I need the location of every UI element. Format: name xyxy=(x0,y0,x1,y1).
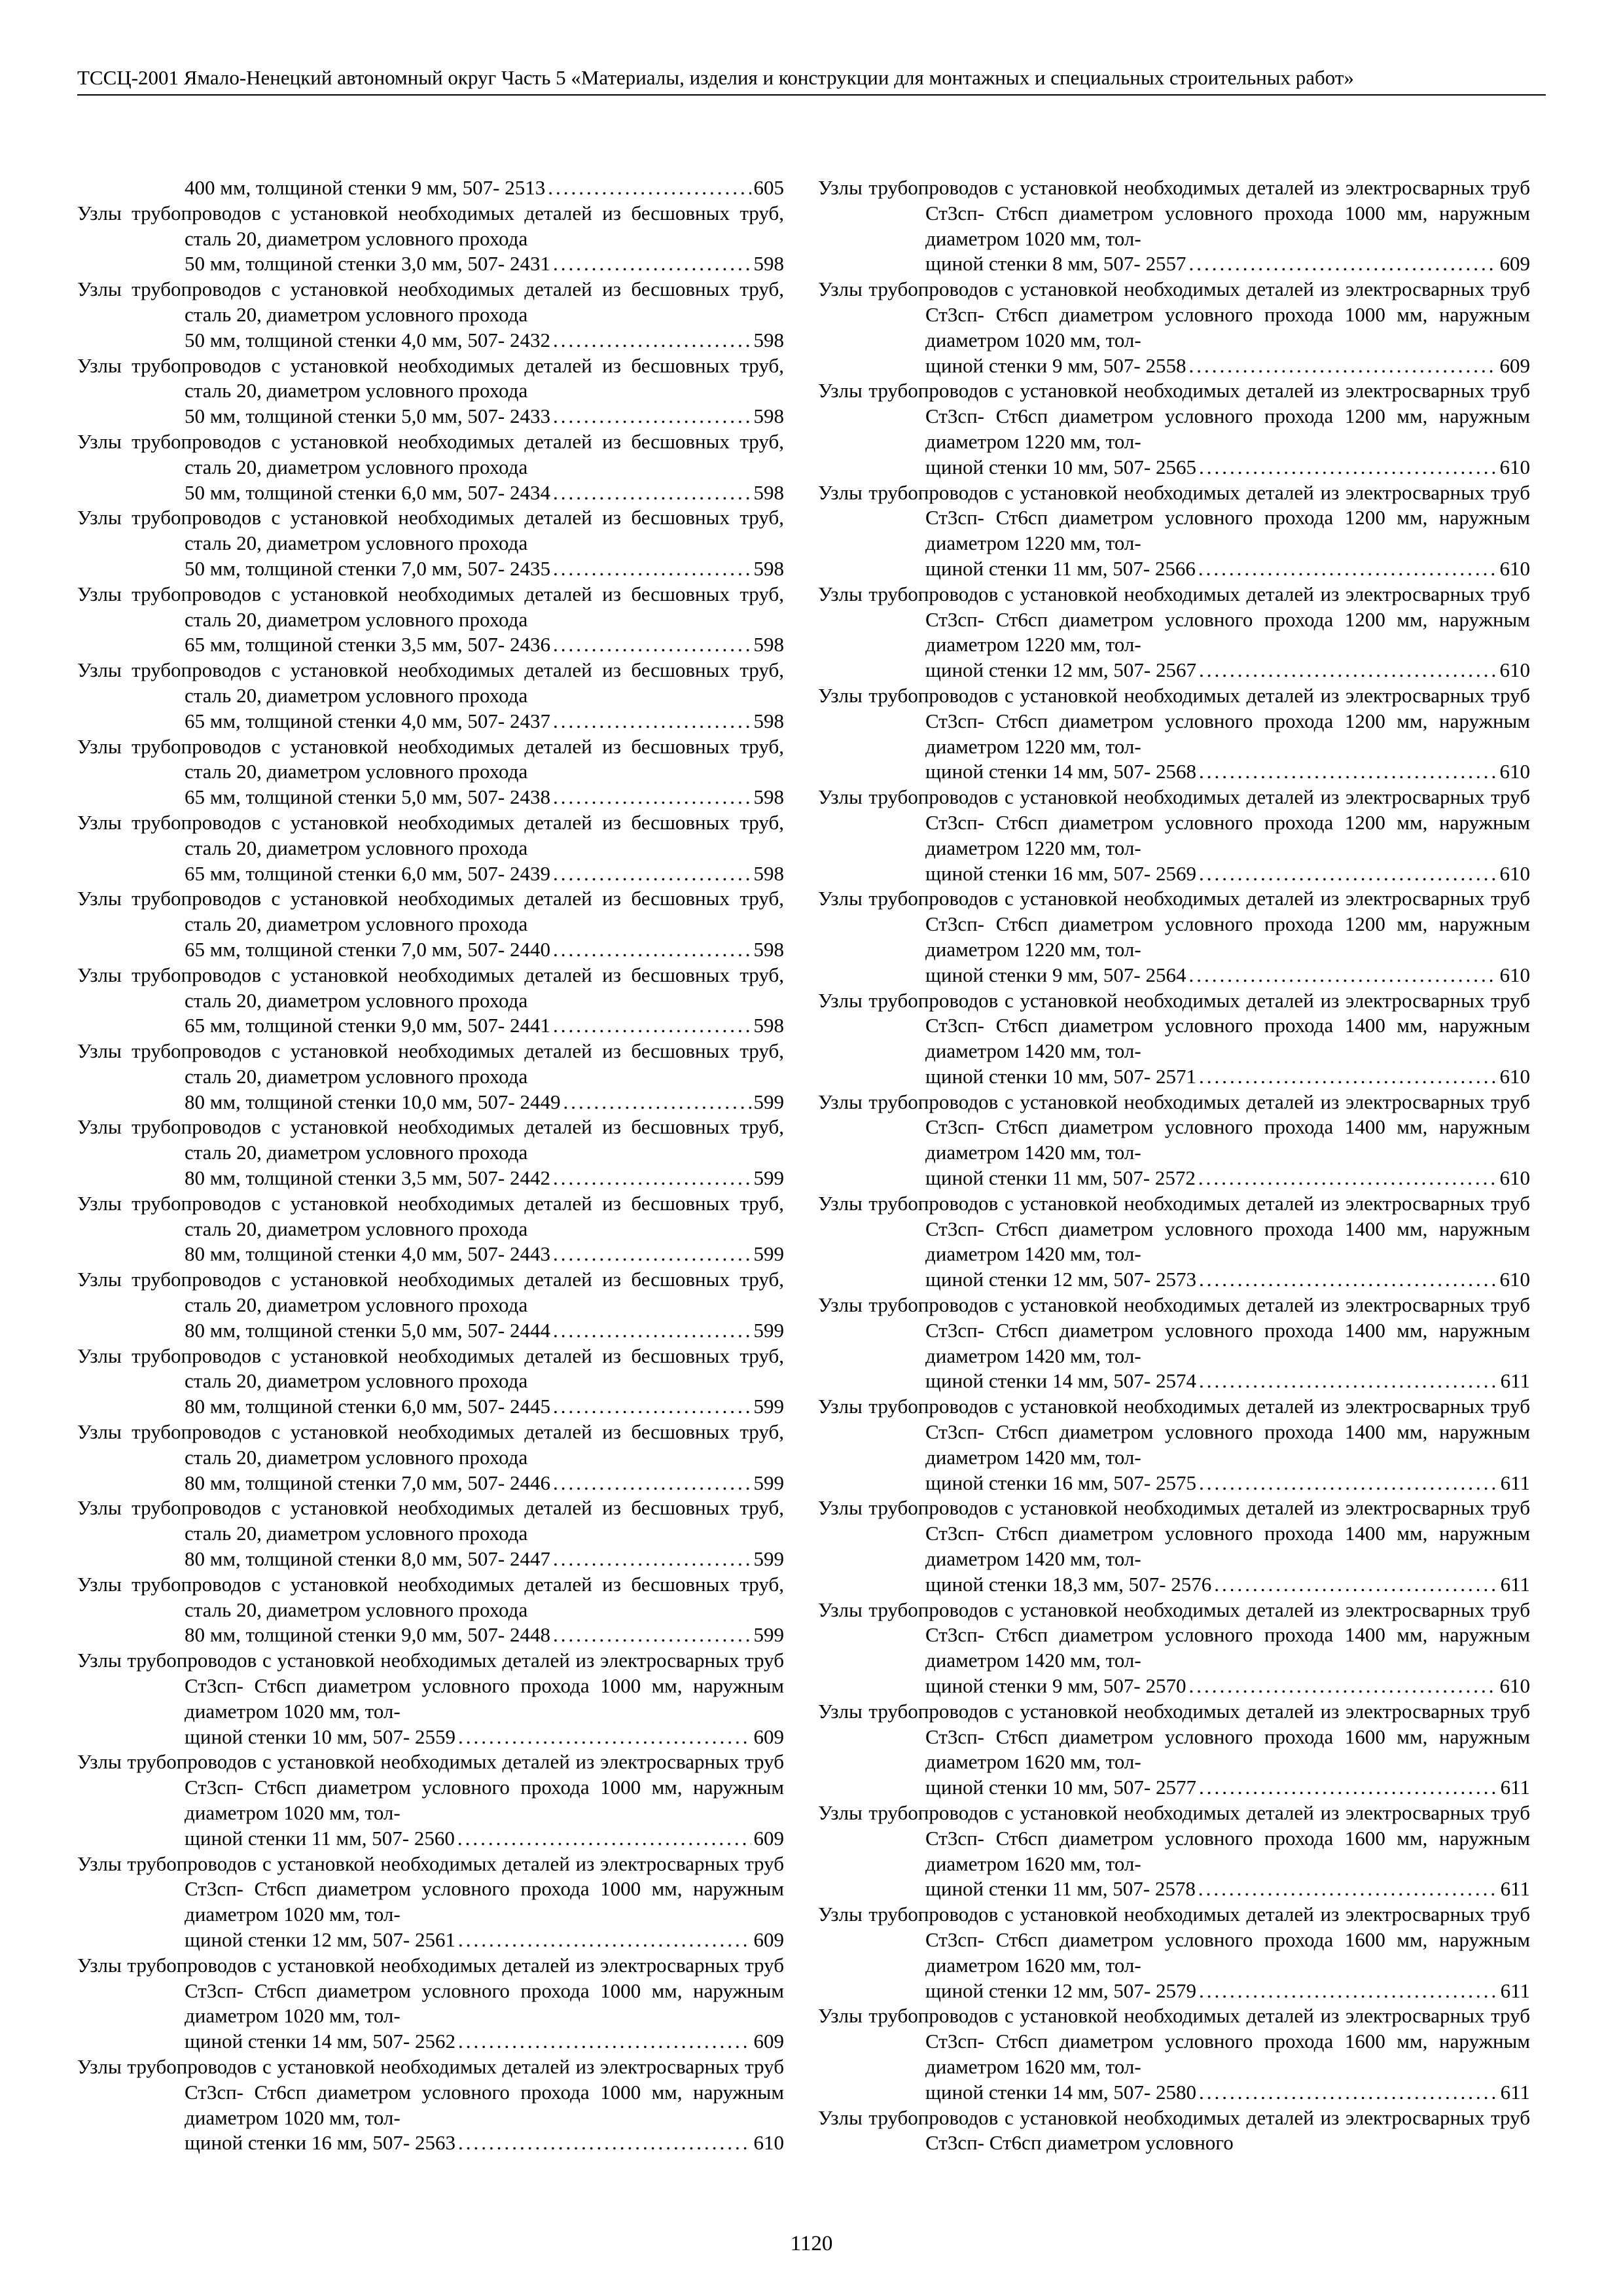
entry-text: Узлы трубопроводов с установкой необходимых деталей из бесшовных труб, сталь 20, диаметром условного прохода xyxy=(77,810,784,859)
entry-text: Узлы трубопроводов с установкой необходимых деталей из электросварных труб Ст3сп- Ст6сп диаметром условного прохода 1400 мм, наружным диаметром 1420 мм, тол- xyxy=(818,988,1530,1063)
entry-reference: 80 мм, толщиной стенки 5,0 мм, 507- 2444 xyxy=(185,1318,550,1342)
entry-page-number: 611 xyxy=(1500,1471,1530,1494)
dot-leader xyxy=(1214,1572,1497,1598)
entry-page-number: 610 xyxy=(1499,1064,1530,1088)
entry-reference: щиной стенки 12 мм, 507- 2573 xyxy=(925,1268,1197,1291)
entry-reference-line xyxy=(925,759,1530,785)
index-entry xyxy=(77,429,784,505)
entry-reference-line xyxy=(185,556,784,582)
entry-reference: 65 мм, толщиной стенки 5,0 мм, 507- 2438 xyxy=(185,785,550,809)
index-entry xyxy=(77,353,784,429)
entry-reference-line xyxy=(185,1623,784,1648)
header-title: ТССЦ-2001 Ямало-Ненецкий автономный округ Часть 5 «Материалы, изделия и конструкции для монтажных и специальных строительных работ» xyxy=(77,66,1354,89)
entry-page-number: 610 xyxy=(753,2131,784,2155)
dot-leader xyxy=(1199,1979,1498,2004)
index-entry xyxy=(818,582,1530,683)
index-entry xyxy=(77,1953,784,2054)
entry-reference: щиной стенки 11 мм, 507- 2566 xyxy=(925,556,1196,580)
entry-text: Узлы трубопроводов с установкой необходимых деталей из бесшовных труб, сталь 20, диаметром условного прохода xyxy=(77,353,784,403)
dot-leader xyxy=(553,785,751,810)
entry-text: Узлы трубопроводов с установкой необходимых деталей из электросварных труб Ст3сп- Ст6сп диаметром условного прохода 1000 мм, наружным диаметром 1020 мм, тол- xyxy=(818,176,1530,250)
entry-page-number: 605 xyxy=(753,176,784,199)
entry-text: Узлы трубопроводов с установкой необходимых деталей из бесшовных труб, сталь 20, диаметром условного прохода xyxy=(77,201,784,250)
entry-reference-line xyxy=(925,1979,1530,2004)
dot-leader xyxy=(553,1242,751,1267)
entry-text: Узлы трубопроводов с установкой необходимых деталей из бесшовных труб, сталь 20, диаметром условного прохода xyxy=(77,429,784,478)
entry-reference: щиной стенки 8 мм, 507- 2557 xyxy=(925,252,1186,276)
entry-page-number: 598 xyxy=(753,556,784,580)
dot-leader xyxy=(548,175,751,201)
index-entry xyxy=(77,1496,784,1571)
dot-leader xyxy=(1199,2080,1498,2106)
entry-reference-line xyxy=(185,1725,784,1750)
dot-leader xyxy=(553,1547,751,1572)
index-entry xyxy=(77,1344,784,1420)
index-entry xyxy=(77,1648,784,1749)
entry-reference: щиной стенки 12 мм, 507- 2579 xyxy=(925,1979,1197,2002)
entry-reference-line xyxy=(185,2029,784,2054)
entry-reference: щиной стенки 10 мм, 507- 2577 xyxy=(925,1776,1197,1799)
entry-page-number: 599 xyxy=(753,1242,784,1266)
entry-reference-line xyxy=(185,1471,784,1496)
entry-reference-line xyxy=(925,1572,1530,1598)
entry-reference: 65 мм, толщиной стенки 9,0 мм, 507- 2441 xyxy=(185,1014,550,1037)
index-entry xyxy=(77,277,784,353)
entry-reference: 50 мм, толщиной стенки 6,0 мм, 507- 2434 xyxy=(185,480,550,504)
entry-page-number: 599 xyxy=(753,1395,784,1418)
entry-text: Узлы трубопроводов с установкой необходимых деталей из бесшовных труб, сталь 20, диаметром условного прохода xyxy=(77,1115,784,1164)
entry-page-number: 599 xyxy=(753,1318,784,1342)
entry-page-number: 599 xyxy=(753,1166,784,1190)
entry-text: Узлы трубопроводов с установкой необходимых деталей из электросварных труб Ст3сп- Ст6сп диаметром условного прохода 1400 мм, наружным диаметром 1420 мм, тол- xyxy=(818,1598,1530,1672)
entry-text: Узлы трубопроводов с установкой необходимых деталей из электросварных труб Ст3сп- Ст6сп диаметром условного прохода 1200 мм, наружным диаметром 1220 мм, тол- xyxy=(818,887,1530,961)
entry-reference-line xyxy=(925,1064,1530,1090)
index-entry xyxy=(77,1039,784,1115)
entry-reference-line xyxy=(925,658,1530,683)
dot-leader xyxy=(1199,1267,1497,1293)
index-entry xyxy=(77,963,784,1039)
dot-leader xyxy=(553,861,751,887)
entry-text: Узлы трубопроводов с установкой необходимых деталей из бесшовных труб, сталь 20, диаметром условного прохода xyxy=(77,506,784,555)
entry-reference: 65 мм, толщиной стенки 6,0 мм, 507- 2439 xyxy=(185,861,550,885)
index-entry xyxy=(77,734,784,810)
index-entry xyxy=(818,277,1530,378)
entry-reference-line xyxy=(925,861,1530,887)
entry-reference-line xyxy=(185,709,784,734)
index-entry xyxy=(818,1496,1530,1597)
entry-text: Узлы трубопроводов с установкой необходимых деталей из электросварных труб Ст3сп- Ст6сп диаметром условного прохода 1400 мм, наружным диаметром 1420 мм, тол- xyxy=(818,1191,1530,1266)
entry-reference: щиной стенки 9 мм, 507- 2570 xyxy=(925,1674,1186,1698)
entry-reference: щиной стенки 12 мм, 507- 2567 xyxy=(925,658,1197,682)
index-entry xyxy=(818,378,1530,480)
entry-reference: 80 мм, толщиной стенки 10,0 мм, 507- 2449 xyxy=(185,1090,561,1113)
entry-reference: 50 мм, толщиной стенки 3,0 мм, 507- 2431 xyxy=(185,252,550,276)
index-entry xyxy=(818,2003,1530,2105)
entry-text: Узлы трубопроводов с установкой необходимых деталей из бесшовных труб, сталь 20, диаметром условного прохода xyxy=(77,1191,784,1240)
entry-reference-line xyxy=(185,480,784,506)
entry-page-number: 610 xyxy=(1499,658,1530,682)
dot-leader xyxy=(1199,1471,1498,1496)
entry-text: Узлы трубопроводов с установкой необходимых деталей из бесшовных труб, сталь 20, диаметром условного прохода xyxy=(77,1344,784,1393)
index-entry xyxy=(77,582,784,658)
entry-text: Узлы трубопроводов с установкой необходимых деталей из электросварных труб Ст3сп- Ст6сп диаметром условного прохода 1400 мм, наружным диаметром 1420 мм, тол- xyxy=(818,1395,1530,1469)
entry-reference: 80 мм, толщиной стенки 4,0 мм, 507- 2443 xyxy=(185,1242,550,1266)
entry-reference-line xyxy=(925,556,1530,582)
entry-page-number: 609 xyxy=(1499,353,1530,377)
index-entry xyxy=(818,1090,1530,1191)
index-entry xyxy=(77,1572,784,1648)
entry-reference: 50 мм, толщиной стенки 4,0 мм, 507- 2432 xyxy=(185,328,550,351)
entry-reference-line xyxy=(185,1318,784,1344)
entry-text: Узлы трубопроводов с установкой необходимых деталей из электросварных труб Ст3сп- Ст6сп диаметром условного прохода 1600 мм, наружным диаметром 1620 мм, тол- xyxy=(818,1903,1530,1977)
entry-reference: 65 мм, толщиной стенки 3,5 мм, 507- 2436 xyxy=(185,633,550,656)
index-entry xyxy=(77,1267,784,1343)
entry-reference: 80 мм, толщиной стенки 3,5 мм, 507- 2442 xyxy=(185,1166,550,1190)
entry-reference-line xyxy=(925,1471,1530,1496)
entry-reference-line xyxy=(185,1166,784,1191)
entry-reference-line xyxy=(185,785,784,810)
entry-page-number: 609 xyxy=(753,1826,784,1850)
entry-reference: 80 мм, толщиной стенки 7,0 мм, 507- 2446 xyxy=(185,1471,550,1494)
index-entry xyxy=(818,886,1530,988)
entry-reference: 65 мм, толщиной стенки 7,0 мм, 507- 2440 xyxy=(185,937,550,961)
dot-leader xyxy=(1198,1876,1498,1902)
dot-leader xyxy=(553,404,751,429)
entry-text: Узлы трубопроводов с установкой необходимых деталей из электросварных труб Ст3сп- Ст6сп диаметром условного прохода 1600 мм, наружным диаметром 1620 мм, тол- xyxy=(818,2004,1530,2078)
entry-page-number: 611 xyxy=(1500,2080,1530,2104)
index-entry xyxy=(77,175,784,201)
entry-page-number: 598 xyxy=(753,480,784,504)
entry-reference: щиной стенки 16 мм, 507- 2569 xyxy=(925,861,1197,885)
index-entry xyxy=(77,886,784,962)
dot-leader xyxy=(553,632,751,658)
entry-text: Узлы трубопроводов с установкой необходимых деталей из бесшовных труб, сталь 20, диаметром условного прохода xyxy=(77,887,784,936)
entry-reference-line xyxy=(185,1090,784,1115)
index-entry xyxy=(77,1420,784,1496)
entry-reference-line xyxy=(185,175,784,201)
index-entry xyxy=(818,1699,1530,1801)
entry-text: Узлы трубопроводов с установкой необходимых деталей из бесшовных труб, сталь 20, диаметром условного прохода xyxy=(77,1420,784,1469)
entry-reference-line xyxy=(185,861,784,887)
dot-leader xyxy=(1189,353,1497,379)
dot-leader xyxy=(553,251,751,277)
entry-page-number: 609 xyxy=(753,1725,784,1748)
entry-reference: щиной стенки 16 мм, 507- 2563 xyxy=(185,2131,456,2155)
dot-leader xyxy=(1199,1064,1497,1090)
entry-page-number: 611 xyxy=(1500,1572,1530,1596)
dot-leader xyxy=(1199,1775,1498,1801)
entry-text: Узлы трубопроводов с установкой необходимых деталей из бесшовных труб, сталь 20, диаметром условного прохода xyxy=(77,1572,784,1621)
entry-text: Узлы трубопроводов с установкой необходимых деталей из бесшовных труб, сталь 20, диаметром условного прохода xyxy=(77,278,784,326)
index-entry xyxy=(77,1749,784,1851)
entry-reference-line xyxy=(925,1674,1530,1699)
entry-page-number: 610 xyxy=(1499,455,1530,478)
index-entry xyxy=(77,1852,784,1953)
entry-page-number: 599 xyxy=(753,1547,784,1571)
entry-text: Узлы трубопроводов с установкой необходимых деталей из электросварных труб Ст3сп- Ст6сп диаметром условного прохода 1200 мм, наружным диаметром 1220 мм, тол- xyxy=(818,785,1530,859)
entry-reference-line xyxy=(925,2080,1530,2106)
index-entry xyxy=(77,505,784,581)
entry-reference: щиной стенки 10 мм, 507- 2565 xyxy=(925,455,1197,478)
entry-reference-line xyxy=(185,1394,784,1420)
entry-reference-line xyxy=(185,1242,784,1267)
index-column-left xyxy=(77,175,784,2156)
index-entry xyxy=(77,201,784,277)
dot-leader xyxy=(553,480,751,506)
entry-reference: щиной стенки 10 мм, 507- 2571 xyxy=(925,1064,1197,1088)
entry-reference: щиной стенки 14 мм, 507- 2580 xyxy=(925,2080,1197,2104)
index-entry xyxy=(818,1191,1530,1293)
entry-text: Узлы трубопроводов с установкой необходимых деталей из бесшовных труб, сталь 20, диаметром условного прохода xyxy=(77,734,784,783)
dot-leader xyxy=(553,709,751,734)
entry-reference-line xyxy=(185,1547,784,1572)
entry-text: Узлы трубопроводов с установкой необходимых деталей из бесшовных труб, сталь 20, диаметром условного прохода xyxy=(77,1268,784,1317)
entry-text: Узлы трубопроводов с установкой необходимых деталей из электросварных труб Ст3сп- Ст6сп диаметром условного прохода 1400 мм, наружным диаметром 1420 мм, тол- xyxy=(818,1293,1530,1367)
dot-leader xyxy=(1199,861,1497,887)
index-entry xyxy=(818,1801,1530,1902)
index-entry xyxy=(818,1902,1530,2003)
entry-text: Узлы трубопроводов с установкой необходимых деталей из электросварных труб Ст3сп- Ст6сп диаметром условного прохода 1400 мм, наружным диаметром 1420 мм, тол- xyxy=(818,1090,1530,1164)
entry-page-number: 610 xyxy=(1499,1268,1530,1291)
index-entry xyxy=(77,658,784,734)
entry-reference-line xyxy=(185,404,784,429)
dot-leader xyxy=(553,1394,751,1420)
entry-reference-line xyxy=(925,1775,1530,1801)
entry-text: Узлы трубопроводов с установкой необходимых деталей из электросварных труб Ст3сп- Ст6сп диаметром условного прохода 1400 мм, наружным диаметром 1420 мм, тол- xyxy=(818,1496,1530,1571)
dot-leader xyxy=(553,1013,751,1039)
entry-text: Узлы трубопроводов с установкой необходимых деталей из электросварных труб Ст3сп- Ст6сп диаметром условного прохода 1200 мм, наружным диаметром 1220 мм, тол- xyxy=(818,683,1530,758)
entry-reference: щиной стенки 10 мм, 507- 2559 xyxy=(185,1725,456,1748)
dot-leader xyxy=(553,1166,751,1191)
dot-leader xyxy=(553,328,751,353)
entry-page-number: 598 xyxy=(753,861,784,885)
entry-reference: 400 мм, толщиной стенки 9 мм, 507- 2513 xyxy=(185,176,546,199)
entry-text: Узлы трубопроводов с установкой необходимых деталей из бесшовных труб, сталь 20, диаметром условного прохода xyxy=(77,963,784,1012)
entry-reference-line xyxy=(925,251,1530,277)
entry-page-number: 610 xyxy=(1499,556,1530,580)
index-entry xyxy=(77,1191,784,1267)
dot-leader xyxy=(1199,658,1497,683)
entry-page-number: 598 xyxy=(753,404,784,428)
entry-text: Узлы трубопроводов с установкой необходимых деталей из электросварных труб Ст3сп- Ст6сп диаметром условного прохода 1000 мм, наружным диаметром 1020 мм, тол- xyxy=(818,278,1530,351)
entry-text: Узлы трубопроводов с установкой необходимых деталей из электросварных труб Ст3сп- Ст6сп диаметром условного xyxy=(818,2106,1530,2155)
entry-reference: 50 мм, толщиной стенки 5,0 мм, 507- 2433 xyxy=(185,404,550,428)
entry-page-number: 598 xyxy=(753,328,784,351)
entry-page-number: 599 xyxy=(753,1090,784,1113)
entry-text: Узлы трубопроводов с установкой необходимых деталей из бесшовных труб, сталь 20, диаметром условного прохода xyxy=(77,582,784,631)
dot-leader xyxy=(1198,1166,1497,1191)
entry-text: Узлы трубопроводов с установкой необходимых деталей из электросварных труб Ст3сп- Ст6сп диаметром условного прохода 1000 мм, наружным диаметром 1020 мм, тол- xyxy=(77,1649,784,1723)
entry-text: Узлы трубопроводов с установкой необходимых деталей из электросварных труб Ст3сп- Ст6сп диаметром условного прохода 1600 мм, наружным диаметром 1620 мм, тол- xyxy=(818,1801,1530,1875)
entry-page-number: 598 xyxy=(753,937,784,961)
entry-text: Узлы трубопроводов с установкой необходимых деталей из бесшовных труб, сталь 20, диаметром условного прохода xyxy=(77,1496,784,1545)
entry-reference-line xyxy=(185,1928,784,1953)
entry-reference: щиной стенки 16 мм, 507- 2575 xyxy=(925,1471,1197,1494)
dot-leader xyxy=(1198,556,1497,582)
entry-reference: щиной стенки 18,3 мм, 507- 2576 xyxy=(925,1572,1212,1596)
entry-reference-line xyxy=(925,353,1530,379)
index-entry xyxy=(77,810,784,886)
dot-leader xyxy=(1189,1674,1497,1699)
entry-page-number: 610 xyxy=(1499,1166,1530,1190)
page-header xyxy=(77,65,1546,96)
entry-text: Узлы трубопроводов с установкой необходимых деталей из электросварных труб Ст3сп- Ст6сп диаметром условного прохода 1000 мм, наружным диаметром 1020 мм, тол- xyxy=(77,1953,784,2028)
entry-page-number: 610 xyxy=(1499,963,1530,986)
entry-page-number: 598 xyxy=(753,709,784,732)
entry-reference: 80 мм, толщиной стенки 6,0 мм, 507- 2445 xyxy=(185,1395,550,1418)
entry-reference-line xyxy=(185,1013,784,1039)
entry-page-number: 610 xyxy=(1499,760,1530,783)
dot-leader xyxy=(553,937,751,963)
entry-reference-line xyxy=(925,1166,1530,1191)
index-entry xyxy=(77,2054,784,2156)
entry-text: Узлы трубопроводов с установкой необходимых деталей из электросварных труб Ст3сп- Ст6сп диаметром условного прохода 1000 мм, наружным диаметром 1020 мм, тол- xyxy=(77,1750,784,1824)
entry-reference: щиной стенки 14 мм, 507- 2562 xyxy=(185,2030,456,2053)
dot-leader xyxy=(563,1090,751,1115)
entry-text: Узлы трубопроводов с установкой необходимых деталей из электросварных труб Ст3сп- Ст6сп диаметром условного прохода 1600 мм, наружным диаметром 1620 мм, тол- xyxy=(818,1699,1530,1774)
page-number: 1120 xyxy=(790,2232,833,2255)
entry-reference: 65 мм, толщиной стенки 4,0 мм, 507- 2437 xyxy=(185,709,550,732)
entry-page-number: 611 xyxy=(1500,1877,1530,1901)
entry-reference: 80 мм, толщиной стенки 9,0 мм, 507- 2448 xyxy=(185,1623,550,1647)
entry-page-number: 598 xyxy=(753,785,784,809)
entry-reference: щиной стенки 14 мм, 507- 2574 xyxy=(925,1369,1197,1393)
entry-reference-line xyxy=(925,1267,1530,1293)
entry-reference: щиной стенки 14 мм, 507- 2568 xyxy=(925,760,1197,783)
index-entry xyxy=(818,785,1530,886)
entry-reference-line xyxy=(185,632,784,658)
entry-page-number: 611 xyxy=(1500,1979,1530,2002)
index-entry xyxy=(818,1394,1530,1496)
index-entry xyxy=(818,1293,1530,1394)
entry-reference: щиной стенки 11 мм, 507- 2572 xyxy=(925,1166,1196,1190)
entry-reference-line xyxy=(925,1369,1530,1394)
entry-reference: щиной стенки 11 мм, 507- 2560 xyxy=(185,1826,455,1850)
entry-reference-line xyxy=(185,1826,784,1852)
entry-page-number: 598 xyxy=(753,252,784,276)
entry-page-number: 609 xyxy=(1499,252,1530,276)
entry-page-number: 610 xyxy=(1499,1674,1530,1698)
entry-text: Узлы трубопроводов с установкой необходимых деталей из бесшовных труб, сталь 20, диаметром условного прохода xyxy=(77,658,784,707)
index-entry xyxy=(818,683,1530,785)
entry-reference: 80 мм, толщиной стенки 8,0 мм, 507- 2447 xyxy=(185,1547,550,1571)
entry-text: Узлы трубопроводов с установкой необходимых деталей из электросварных труб Ст3сп- Ст6сп диаметром условного прохода 1000 мм, наружным диаметром 1020 мм, тол- xyxy=(77,2054,784,2129)
dot-leader xyxy=(1199,759,1497,785)
index-column-right xyxy=(818,175,1530,2156)
entry-reference: щиной стенки 11 мм, 507- 2578 xyxy=(925,1877,1196,1901)
entry-page-number: 610 xyxy=(1499,861,1530,885)
entry-reference: щиной стенки 9 мм, 507- 2558 xyxy=(925,353,1186,377)
dot-leader xyxy=(553,1471,751,1496)
dot-leader xyxy=(458,2029,751,2054)
entry-reference: 50 мм, толщиной стенки 7,0 мм, 507- 2435 xyxy=(185,556,550,580)
entry-page-number: 609 xyxy=(753,1928,784,1951)
dot-leader xyxy=(458,1725,751,1750)
entry-page-number: 599 xyxy=(753,1623,784,1647)
entry-text: Узлы трубопроводов с установкой необходимых деталей из электросварных труб Ст3сп- Ст6сп диаметром условного прохода 1200 мм, наружным диаметром 1220 мм, тол- xyxy=(818,379,1530,453)
page-footer xyxy=(0,2232,1623,2256)
entry-page-number: 611 xyxy=(1500,1776,1530,1799)
dot-leader xyxy=(1189,963,1497,988)
entry-page-number: 598 xyxy=(753,1014,784,1037)
entry-text: Узлы трубопроводов с установкой необходимых деталей из электросварных труб Ст3сп- Ст6сп диаметром условного прохода 1200 мм, наружным диаметром 1220 мм, тол- xyxy=(818,480,1530,555)
entry-text: Узлы трубопроводов с установкой необходимых деталей из электросварных труб Ст3сп- Ст6сп диаметром условного прохода 1200 мм, наружным диаметром 1220 мм, тол- xyxy=(818,582,1530,656)
entry-reference-line xyxy=(185,2130,784,2156)
entry-page-number: 611 xyxy=(1500,1369,1530,1393)
entry-reference: щиной стенки 12 мм, 507- 2561 xyxy=(185,1928,456,1951)
entry-reference-line xyxy=(185,937,784,963)
dot-leader xyxy=(458,1928,751,1953)
index-entry xyxy=(818,2106,1530,2157)
index-entry xyxy=(77,1115,784,1191)
index-entry xyxy=(818,988,1530,1090)
entry-reference-line xyxy=(185,251,784,277)
dot-leader xyxy=(458,2130,751,2156)
entry-reference-line xyxy=(925,455,1530,480)
dot-leader xyxy=(1199,455,1497,480)
entry-page-number: 598 xyxy=(753,633,784,656)
entry-text: Узлы трубопроводов с установкой необходимых деталей из электросварных труб Ст3сп- Ст6сп диаметром условного прохода 1000 мм, наружным диаметром 1020 мм, тол- xyxy=(77,1852,784,1926)
dot-leader xyxy=(553,556,751,582)
entry-page-number: 599 xyxy=(753,1471,784,1494)
entry-reference-line xyxy=(925,963,1530,988)
dot-leader xyxy=(1189,251,1497,277)
index-entry xyxy=(818,480,1530,582)
index-entry xyxy=(818,1598,1530,1699)
dot-leader xyxy=(1199,1369,1498,1394)
entry-text: Узлы трубопроводов с установкой необходимых деталей из бесшовных труб, сталь 20, диаметром условного прохода xyxy=(77,1039,784,1088)
entry-page-number: 609 xyxy=(753,2030,784,2053)
entry-reference-line xyxy=(185,328,784,353)
dot-leader xyxy=(553,1318,751,1344)
entry-reference-line xyxy=(925,1876,1530,1902)
dot-leader xyxy=(457,1826,751,1852)
entry-reference: щиной стенки 9 мм, 507- 2564 xyxy=(925,963,1186,986)
index-entry xyxy=(818,175,1530,277)
dot-leader xyxy=(553,1623,751,1648)
